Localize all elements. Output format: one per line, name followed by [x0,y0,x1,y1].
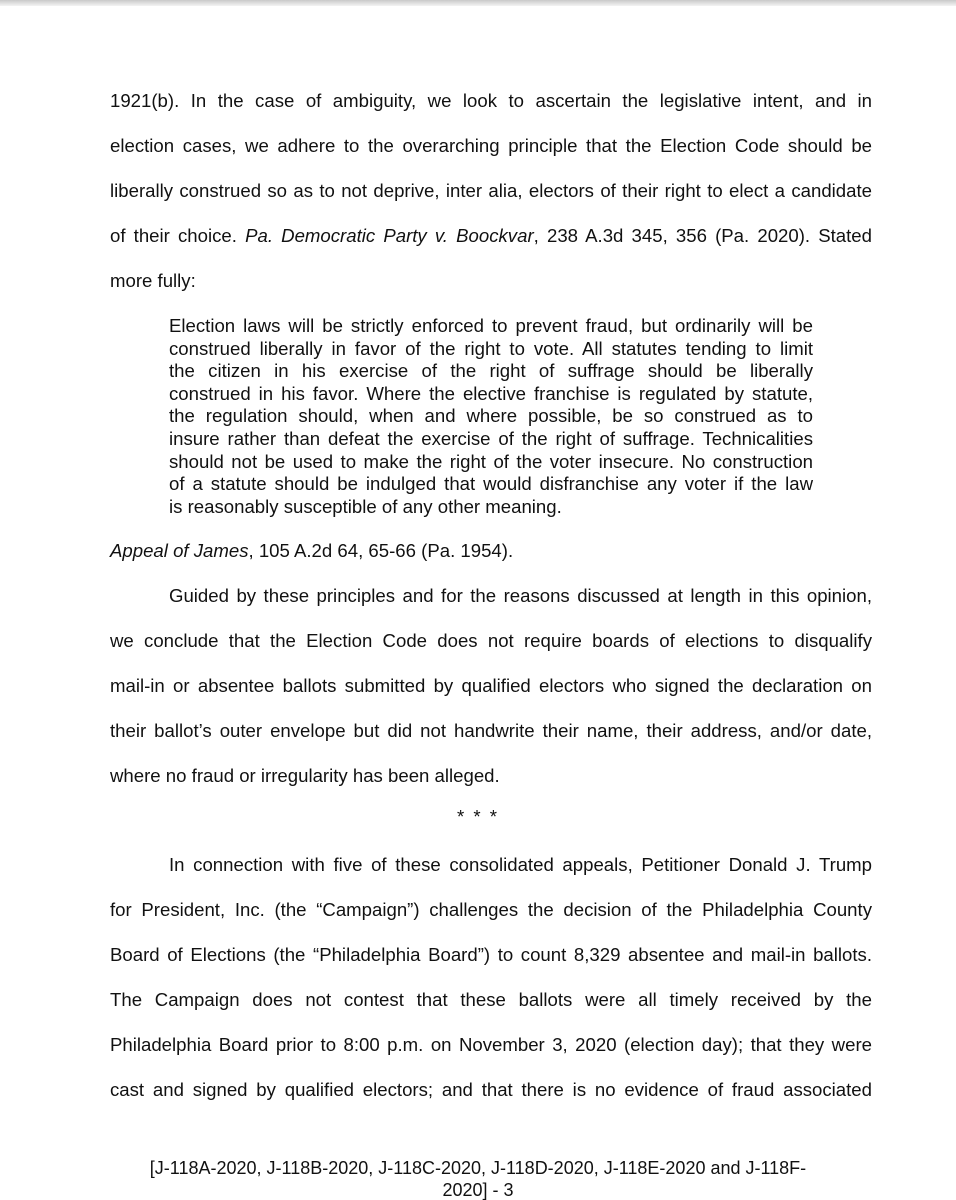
body-text-line: for President, Inc. (the “Campaign”) challenges the decision of the Philadelphia County [110,899,872,920]
quote-line: the regulation should, when and where possible, be so construed as to [169,405,813,427]
body-text-line: In connection with five of these consolidated appeals, Petitioner Donald J. Trump [169,854,872,875]
body-text-line: more fully: [110,270,196,291]
body-text-line: mail-in or absentee ballots submitted by qualified electors who signed the declaration on [110,675,872,696]
body-text-line: election cases, we adhere to the overarching principle that the Election Code should be [110,135,872,156]
body-text-line: 1921(b). In the case of ambiguity, we look to ascertain the legislative intent, and in [110,90,872,111]
body-text-line: where no fraud or irregularity has been alleged. [110,765,500,786]
case-citation: Pa. Democratic Party v. Boockvar [245,225,534,246]
quote-line: insure rather than defeat the exercise of the right of suffrage. Technicalities [169,428,813,449]
body-text-line: liberally construed so as to not deprive, inter alia, electors of their right to elect a candidate [110,180,872,201]
quote-line: construed in his favor. Where the elective franchise is regulated by statute, [169,382,813,404]
body-text-line: The Campaign does not contest that these ballots were all timely received by the [110,989,872,1010]
body-text-line: cast and signed by qualified electors; and that there is no evidence of fraud associated [110,1079,872,1100]
quote-citation [110,540,872,562]
quote-line: the citizen in his exercise of the right of suffrage should be liberally [169,360,813,382]
body-text-line: we conclude that the Election Code does not require boards of elections to disqualify [110,630,872,651]
page-top-edge [0,0,956,6]
quote-line: construed liberally in favor of the right to vote. All statutes tending to limit [169,337,813,359]
quote-line: is reasonably susceptible of any other meaning. [169,495,562,517]
case-citation: Appeal of James [110,540,249,561]
page-footer-docket: [J-118A-2020, J-118B-2020, J-118C-2020, J-118D-2020, J-118E-2020 and J-118F- [149,1158,807,1178]
quote-line: of a statute should be indulged that would disfranchise any voter if the law [169,473,813,495]
body-text-segment: , 238 A.3d 345, 356 (Pa. 2020). Stated [533,225,872,246]
body-text-line: Board of Elections (the “Philadelphia Board”) to count 8,329 absentee and mail-in ballots. [110,944,872,965]
quote-line: Election laws will be strictly enforced to prevent fraud, but ordinarily will be [169,315,813,336]
body-text-segment: of their choice. [110,225,246,246]
section-break: * * * [456,806,500,827]
body-text-line: Guided by these principles and for the reasons discussed at length in this opinion, [169,585,872,606]
body-text-line: Philadelphia Board prior to 8:00 p.m. on November 3, 2020 (election day); that they were [110,1034,872,1055]
body-text-line [110,225,872,247]
body-text-line: their ballot’s outer envelope but did not handwrite their name, their address, and/or date, [110,720,872,741]
citation-detail: , 105 A.2d 64, 65-66 (Pa. 1954). [248,540,514,561]
quote-line: should not be used to make the right of the voter insecure. No construction [169,450,813,472]
page-footer-number: 2020] - 3 [442,1180,514,1200]
